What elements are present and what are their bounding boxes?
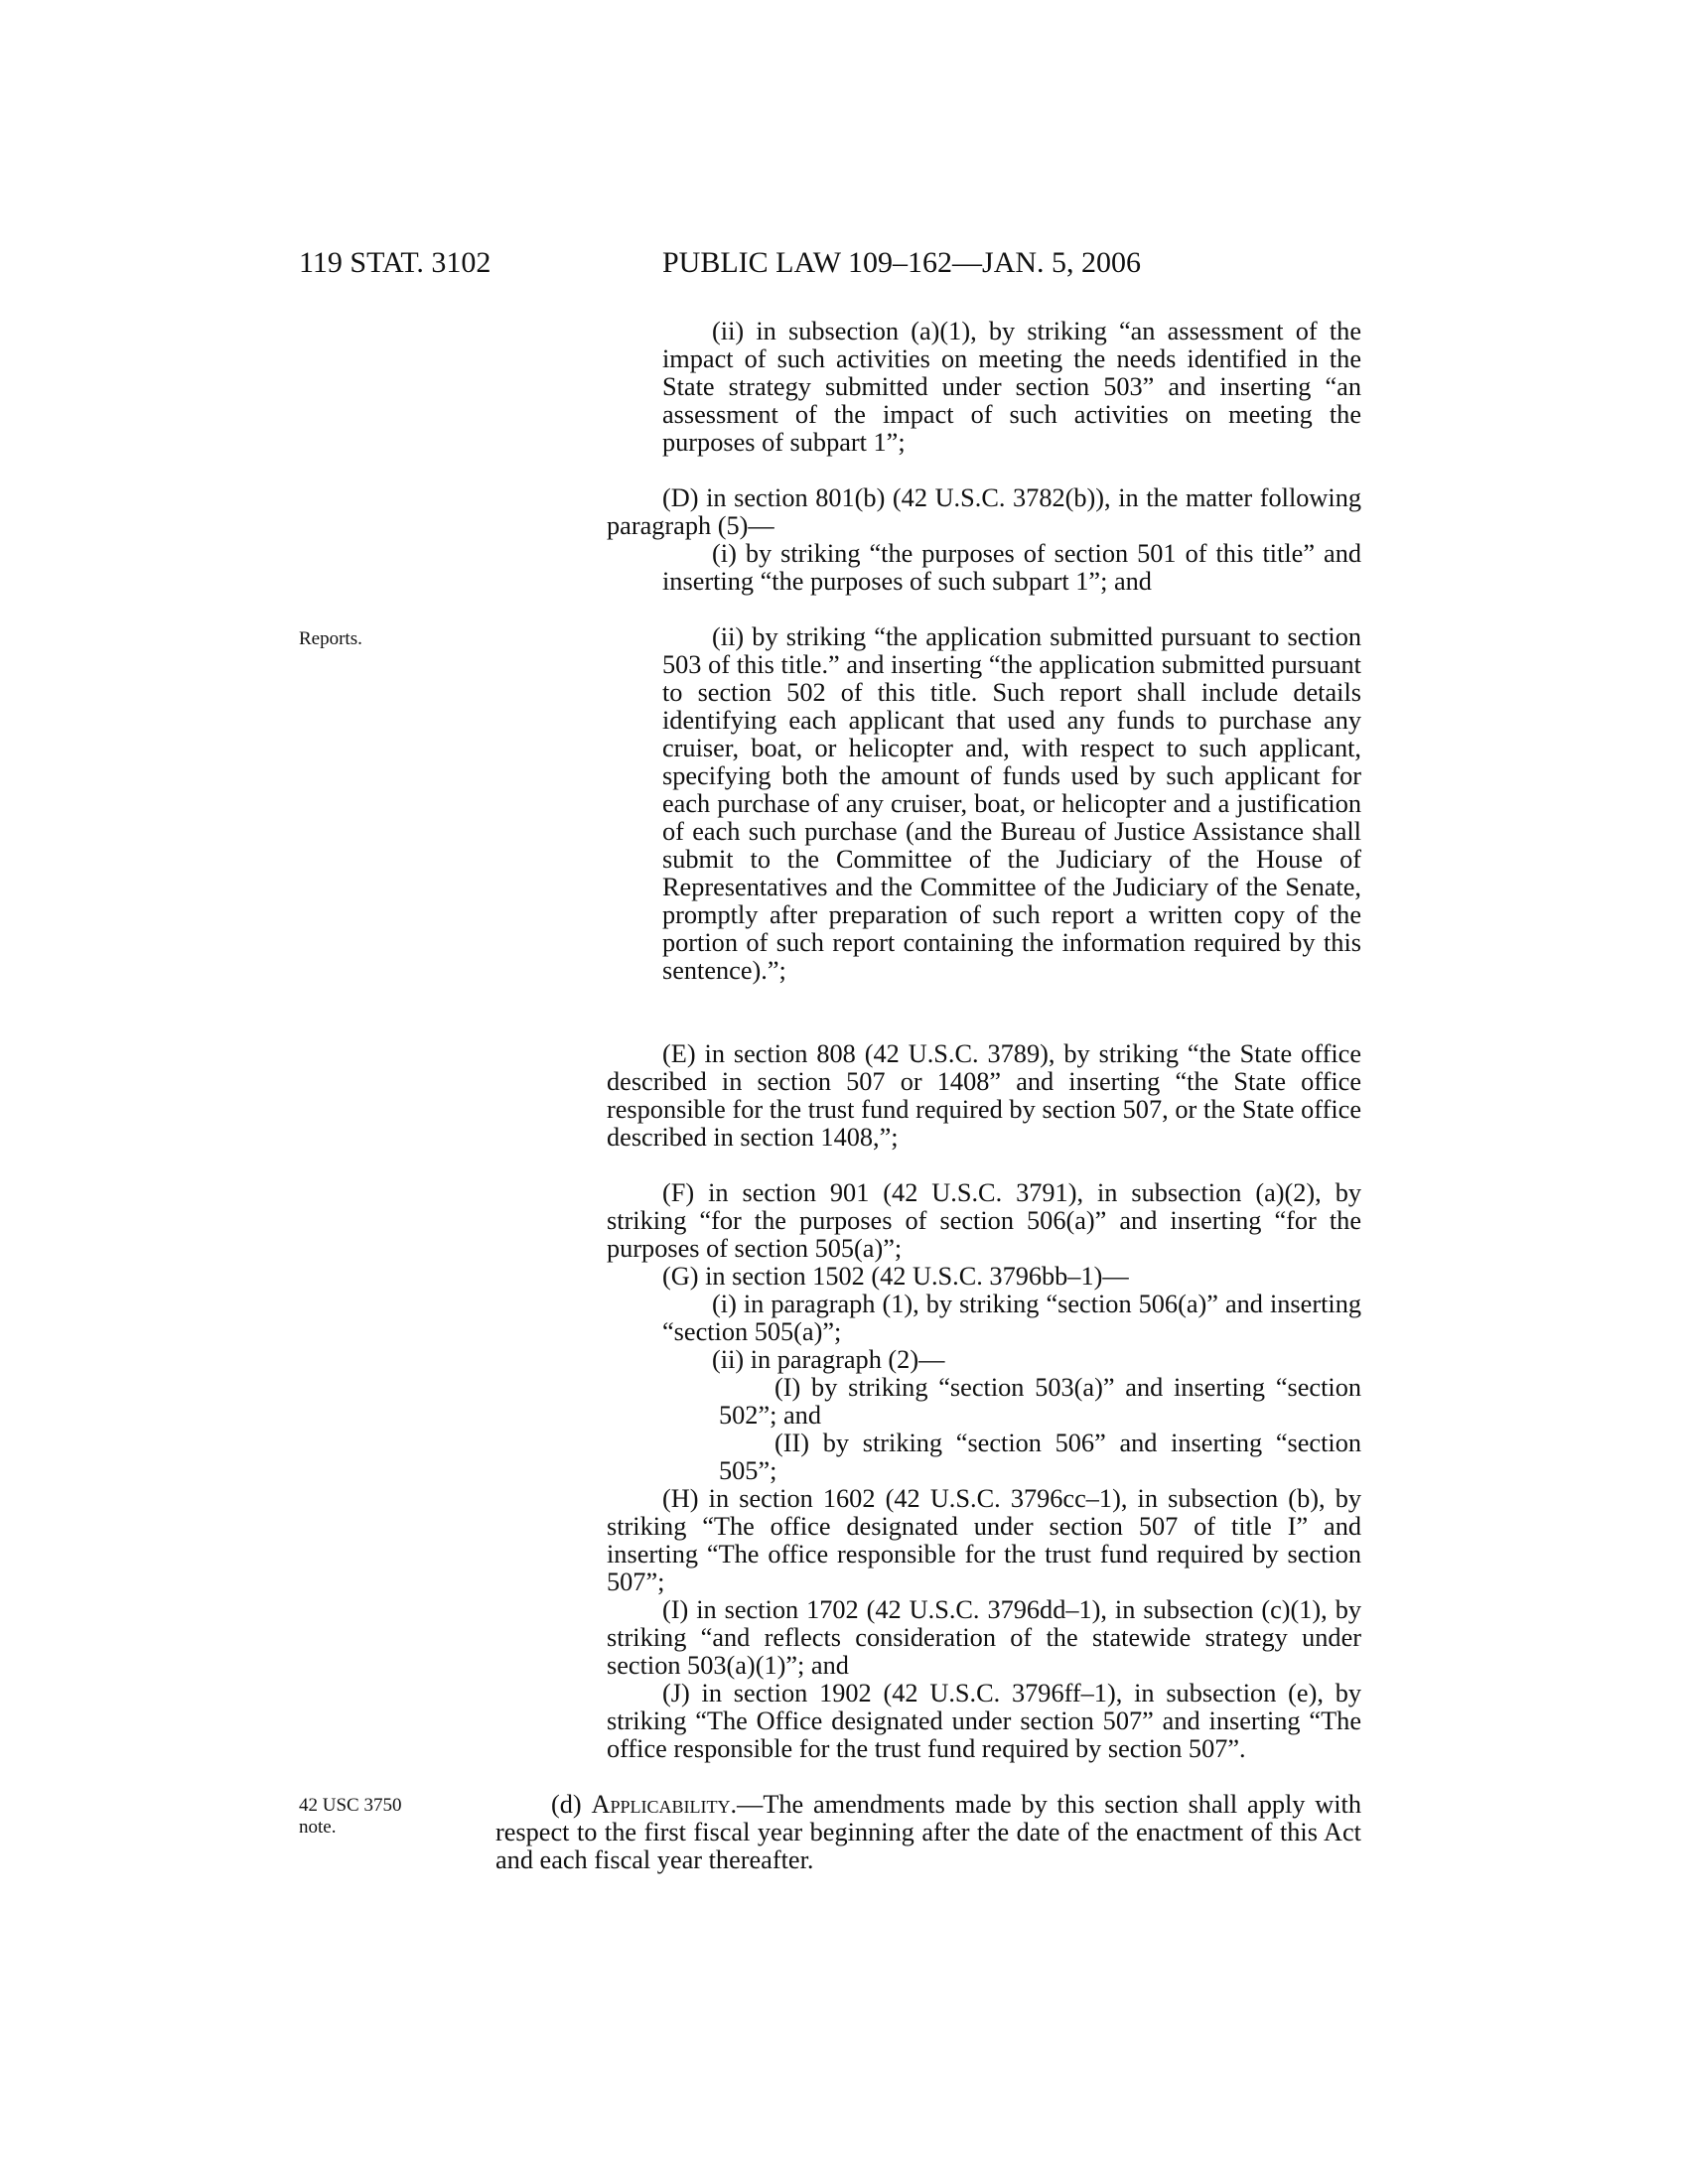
page-header: [0, 246, 1688, 286]
paragraph-D-ii: (ii) by striking “the application submitted pursuant to section 503 of this title.” and inserting “the application submitted pursuant to section 502 of this title. Such report shall include details identifying each applicant that used any funds to purchase any cruiser, boat, or helicopter and, with respect to such applicant, specifying both the amount of funds used by such applicant for each purchase of any cruiser, boat, or helicopter and a justification of each such purchase (and the Bureau of Justice Assistance shall submit to the Committee of the Judiciary of the House of Representatives and the Committee of the Judiciary of the Senate, promptly after preparation of such report a written copy of the portion of such report containing the information required by this sentence).”;: [662, 622, 1361, 985]
margin-note-usc-line1: 42 USC 3750: [299, 1795, 402, 1816]
paragraph-d-label: (d): [551, 1790, 592, 1819]
public-law-title: PUBLIC LAW 109–162—JAN. 5, 2006: [662, 246, 1142, 279]
paragraph-D-i: (i) by striking “the purposes of section 501 of this title” and inserting “the purposes of such subpart 1”; and: [662, 539, 1361, 596]
paragraph-D: (D) in section 801(b) (42 U.S.C. 3782(b)), in the matter following paragraph (5)—: [607, 483, 1361, 540]
margin-note-usc-line2: note.: [299, 1817, 337, 1838]
paragraph-G-ii-I: (I) by striking “section 503(a)” and inserting “section 502”; and: [719, 1373, 1361, 1430]
margin-note-reports: Reports.: [299, 628, 362, 649]
paragraph-d-text: .—The amendments made by this section shall apply with respect to the first fiscal year beginning after the date of the enactment of this Act and each fiscal year thereafter.: [495, 1790, 1361, 1874]
applicability-heading: Applicability: [591, 1790, 731, 1819]
paragraph-G: (G) in section 1502 (42 U.S.C. 3796bb–1)—: [662, 1262, 1129, 1291]
margin-note-usc: [299, 1795, 401, 1839]
paragraph-G-ii-II: (II) by striking “section 506” and inserting “section 505”;: [719, 1429, 1361, 1485]
paragraph-a-ii: (ii) in subsection (a)(1), by striking “an assessment of the impact of such activities on meeting the needs identified in the State strategy submitted under section 503” and inserting “an assessment of the impact of such activities on meeting the purposes of subpart 1”;: [662, 317, 1361, 457]
paragraph-E: (E) in section 808 (42 U.S.C. 3789), by striking “the State office described in section 507 or 1408” and inserting “the State office responsible for the trust fund required by section 507, or the State office described in section 1408,”;: [607, 1039, 1361, 1152]
paragraph-G-ii: (ii) in paragraph (2)—: [712, 1345, 945, 1374]
paragraph-I: (I) in section 1702 (42 U.S.C. 3796dd–1), in subsection (c)(1), by striking “and reflects consideration of the statewide strategy under section 503(a)(1)”; and: [607, 1595, 1361, 1680]
statute-page-reference: 119 STAT. 3102: [299, 246, 492, 279]
paragraph-F: (F) in section 901 (42 U.S.C. 3791), in subsection (a)(2), by striking “for the purposes of section 506(a)” and inserting “for the purposes of section 505(a)”;: [607, 1178, 1361, 1263]
paragraph-d-applicability: [495, 1791, 1361, 1874]
paragraph-J: (J) in section 1902 (42 U.S.C. 3796ff–1), in subsection (e), by striking “The Office designated under section 507” and inserting “The office responsible for the trust fund required by section 507”.: [607, 1679, 1361, 1763]
paragraph-H: (H) in section 1602 (42 U.S.C. 3796cc–1), in subsection (b), by striking “The office designated under section 507 of title I” and inserting “The office responsible for the trust fund required by section 507”;: [607, 1484, 1361, 1596]
paragraph-G-i: (i) in paragraph (1), by striking “section 506(a)” and inserting “section 505(a)”;: [662, 1290, 1361, 1346]
